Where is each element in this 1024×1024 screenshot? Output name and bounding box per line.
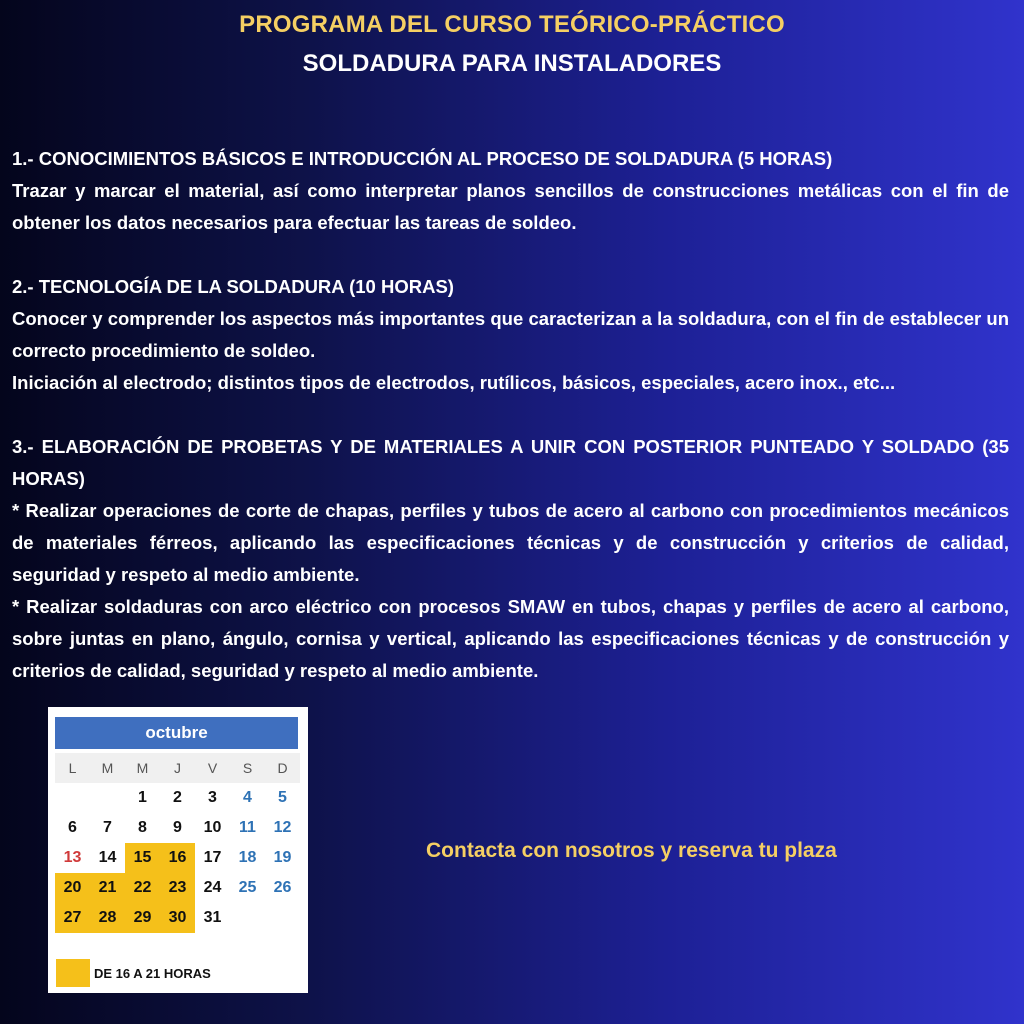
calendar-day: 31	[203, 909, 222, 926]
calendar-day: 7	[103, 819, 112, 836]
calendar-day: 20	[55, 873, 90, 903]
page-title: PROGRAMA DEL CURSO TEÓRICO-PRÁCTICO	[239, 11, 785, 38]
calendar-day: 21	[90, 873, 125, 903]
calendar-day: 6	[68, 819, 77, 836]
weekday-header: L	[55, 753, 90, 783]
section-paragraph: Trazar y marcar el material, así como interpretar planos sencillos de construcciones metálicas con el fin de obtener los datos necesarios para efectuar las tareas de soldeo.	[12, 180, 1009, 233]
calendar-day: 29	[125, 903, 160, 933]
section-paragraph: * Realizar soldaduras con arco eléctrico con procesos SMAW en tubos, chapas y perfiles de acero al carbono, sobre juntas en plano, ángulo, cornisa y vertical, aplicando las especificaciones técnicas y de construcción y criterios de calidad, seguridad y respeto al medio ambiente.	[12, 596, 1009, 681]
calendar-day: 1	[138, 789, 147, 806]
legend-label: DE 16 A 21 HORAS	[94, 965, 211, 981]
calendar	[48, 707, 308, 993]
calendar-day: 23	[160, 873, 195, 903]
section-paragraph: * Realizar operaciones de corte de chapas, perfiles y tubos de acero al carbono con procedimientos mecánicos de materiales férreos, aplicando las especificaciones técnicas y de construcción y criterios de calidad, seguridad y respeto al medio ambiente.	[12, 500, 1009, 585]
weekday-header: S	[230, 753, 265, 783]
calendar-day: 4	[243, 789, 252, 806]
section-paragraph: Iniciación al electrodo; distintos tipos de electrodos, rutílicos, básicos, especiales, acero inox., etc...	[12, 372, 896, 393]
page-subtitle: SOLDADURA PARA INSTALADORES	[302, 50, 722, 77]
section-title: 2.- TECNOLOGÍA DE LA SOLDADURA (10 HORAS)	[12, 276, 454, 297]
calendar-day: 30	[160, 903, 195, 933]
section-1	[12, 143, 1009, 239]
calendar-day: 16	[160, 843, 195, 873]
calendar-day: 14	[98, 849, 117, 866]
weekday-header: D	[265, 753, 300, 783]
section-title: 1.- CONOCIMIENTOS BÁSICOS E INTRODUCCIÓN AL PROCESO DE SOLDADURA (5 HORAS)	[12, 148, 833, 169]
header	[0, 10, 1024, 79]
weekday-header: V	[195, 753, 230, 783]
legend-swatch	[56, 959, 90, 987]
calendar-grid	[55, 753, 300, 933]
calendar-month: octubre	[55, 717, 298, 749]
calendar-day: 2	[173, 789, 182, 806]
calendar-day: 5	[278, 789, 287, 806]
calendar-legend	[56, 959, 211, 987]
course-program	[12, 143, 1009, 687]
calendar-day: 19	[273, 849, 292, 866]
section-3	[12, 431, 1009, 687]
calendar-day: 3	[208, 789, 217, 806]
calendar-empty-cell	[90, 783, 125, 813]
calendar-day: 11	[239, 819, 256, 836]
weekday-header: M	[125, 753, 160, 783]
calendar-day: 9	[173, 819, 182, 836]
calendar-day: 18	[238, 849, 257, 866]
calendar-day: 25	[238, 879, 257, 896]
calendar-day: 8	[138, 819, 147, 836]
section-2	[12, 271, 1009, 399]
contact-text: Contacta con nosotros y reserva tu plaza	[426, 839, 837, 862]
calendar-day: 13	[63, 849, 82, 866]
weekday-header: M	[90, 753, 125, 783]
calendar-day: 15	[125, 843, 160, 873]
calendar-day: 17	[203, 849, 222, 866]
calendar-empty-cell	[55, 783, 90, 813]
calendar-day: 22	[125, 873, 160, 903]
calendar-day: 12	[273, 819, 292, 836]
calendar-day: 28	[90, 903, 125, 933]
calendar-day: 10	[203, 819, 222, 836]
calendar-day: 24	[203, 879, 222, 896]
section-paragraph: Conocer y comprender los aspectos más importantes que caracterizan a la soldadura, con el fin de establecer un correcto procedimiento de soldeo.	[12, 308, 1009, 361]
calendar-day: 27	[55, 903, 90, 933]
section-title: 3.- ELABORACIÓN DE PROBETAS Y DE MATERIALES A UNIR CON POSTERIOR PUNTEADO Y SOLDADO (35 HORAS)	[12, 436, 1009, 489]
calendar-day: 26	[273, 879, 292, 896]
weekday-header: J	[160, 753, 195, 783]
